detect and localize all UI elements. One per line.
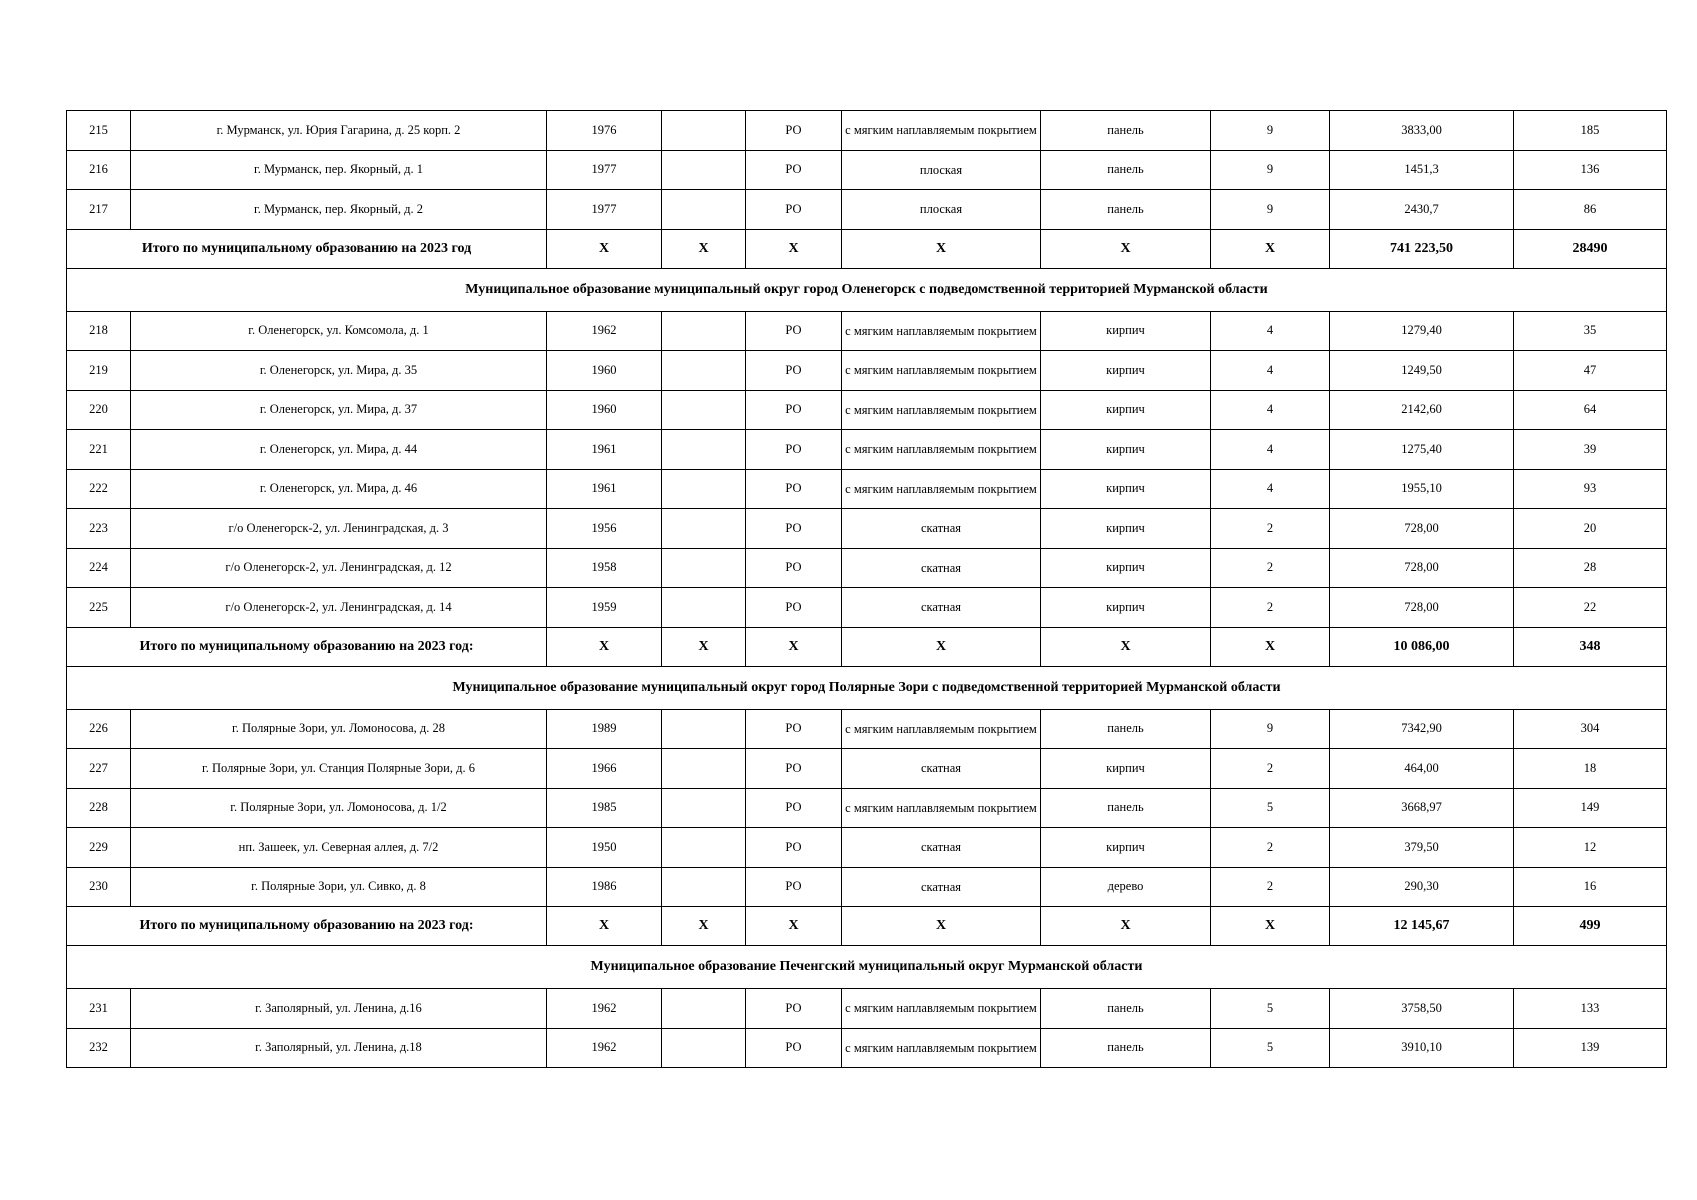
residents-cell: 28 [1514,548,1667,588]
year-cell: 1989 [547,709,662,749]
residents-cell: 149 [1514,788,1667,828]
year-cell: 1950 [547,828,662,868]
material-cell: панель [1041,989,1211,1029]
empty-cell [662,749,746,789]
table-row [67,351,1667,391]
row-number: 218 [67,311,131,351]
material-cell: дерево [1041,867,1211,907]
roof-cell: с мягким наплавляемым покрытием [842,469,1041,509]
area-cell: 3758,50 [1330,989,1514,1029]
address-cell: г. Полярные Зори, ул. Станция Полярные Зори, д. 6 [131,749,547,789]
row-number: 231 [67,989,131,1029]
address-cell: г. Мурманск, ул. Юрия Гагарина, д. 25 корп. 2 [131,111,547,151]
address-cell: г. Полярные Зори, ул. Ломоносова, д. 1/2 [131,788,547,828]
floors-cell: 9 [1211,709,1330,749]
area-cell: 1451,3 [1330,150,1514,190]
table-row [67,749,1667,789]
material-cell: кирпич [1041,430,1211,470]
area-cell: 728,00 [1330,588,1514,628]
total-x-cell: X [1211,907,1330,946]
empty-cell [662,709,746,749]
total-x-cell: X [746,229,842,268]
total-x-cell: X [842,229,1041,268]
floors-cell: 5 [1211,1028,1330,1068]
area-cell: 464,00 [1330,749,1514,789]
address-cell: г. Оленегорск, ул. Мира, д. 37 [131,390,547,430]
table-row [67,867,1667,907]
material-cell: панель [1041,1028,1211,1068]
type-cell: РО [746,989,842,1029]
area-cell: 7342,90 [1330,709,1514,749]
type-cell: РО [746,430,842,470]
row-number: 232 [67,1028,131,1068]
material-cell: кирпич [1041,390,1211,430]
section-header-row [67,946,1667,989]
year-cell: 1956 [547,509,662,549]
address-cell: г. Полярные Зори, ул. Сивко, д. 8 [131,867,547,907]
address-cell: г. Заполярный, ул. Ленина, д.16 [131,989,547,1029]
table-row [67,788,1667,828]
address-cell: г. Оленегорск, ул. Мира, д. 35 [131,351,547,391]
type-cell: РО [746,111,842,151]
residents-cell: 35 [1514,311,1667,351]
material-cell: кирпич [1041,749,1211,789]
address-cell: г. Мурманск, пер. Якорный, д. 1 [131,150,547,190]
address-cell: г. Оленегорск, ул. Мира, д. 44 [131,430,547,470]
address-cell: г/о Оленегорск-2, ул. Ленинградская, д. 3 [131,509,547,549]
empty-cell [662,390,746,430]
year-cell: 1966 [547,749,662,789]
row-number: 223 [67,509,131,549]
type-cell: РО [746,1028,842,1068]
roof-cell: скатная [842,548,1041,588]
row-number: 217 [67,190,131,230]
table-row [67,311,1667,351]
total-row [67,907,1667,946]
total-x-cell: X [1211,229,1330,268]
roof-cell: скатная [842,749,1041,789]
floors-cell: 9 [1211,111,1330,151]
row-number: 228 [67,788,131,828]
material-cell: кирпич [1041,311,1211,351]
residents-cell: 20 [1514,509,1667,549]
area-cell: 290,30 [1330,867,1514,907]
roof-cell: с мягким наплавляемым покрытием [842,1028,1041,1068]
floors-cell: 2 [1211,867,1330,907]
empty-cell [662,828,746,868]
row-number: 229 [67,828,131,868]
material-cell: кирпич [1041,828,1211,868]
total-row [67,627,1667,666]
floors-cell: 4 [1211,430,1330,470]
residents-cell: 93 [1514,469,1667,509]
row-number: 216 [67,150,131,190]
section-title: Муниципальное образование Печенгский муниципальный округ Мурманской области [67,946,1667,989]
address-cell: г. Оленегорск, ул. Мира, д. 46 [131,469,547,509]
type-cell: РО [746,867,842,907]
section-header-row [67,666,1667,709]
year-cell: 1976 [547,111,662,151]
empty-cell [662,1028,746,1068]
area-cell: 3668,97 [1330,788,1514,828]
area-cell: 3910,10 [1330,1028,1514,1068]
total-x-cell: X [662,627,746,666]
floors-cell: 4 [1211,390,1330,430]
row-number: 224 [67,548,131,588]
roof-cell: скатная [842,509,1041,549]
material-cell: панель [1041,788,1211,828]
total-x-cell: X [547,907,662,946]
floors-cell: 5 [1211,989,1330,1029]
type-cell: РО [746,788,842,828]
table-row [67,150,1667,190]
type-cell: РО [746,351,842,391]
empty-cell [662,469,746,509]
residents-cell: 22 [1514,588,1667,628]
section-title: Муниципальное образование муниципальный округ город Полярные Зори с подведомственной территорией Мурманской области [67,666,1667,709]
year-cell: 1962 [547,1028,662,1068]
floors-cell: 4 [1211,351,1330,391]
address-cell: нп. Зашеек, ул. Северная аллея, д. 7/2 [131,828,547,868]
floors-cell: 2 [1211,828,1330,868]
year-cell: 1961 [547,469,662,509]
roof-cell: с мягким наплавляемым покрытием [842,351,1041,391]
total-x-cell: X [547,229,662,268]
residents-cell: 133 [1514,989,1667,1029]
year-cell: 1959 [547,588,662,628]
roof-cell: с мягким наплавляемым покрытием [842,390,1041,430]
address-cell: г. Заполярный, ул. Ленина, д.18 [131,1028,547,1068]
area-cell: 728,00 [1330,548,1514,588]
housing-table [66,110,1667,1068]
row-number: 225 [67,588,131,628]
empty-cell [662,311,746,351]
table-row [67,709,1667,749]
table-row [67,190,1667,230]
residents-cell: 16 [1514,867,1667,907]
total-area: 10 086,00 [1330,627,1514,666]
table-row [67,390,1667,430]
total-x-cell: X [1041,627,1211,666]
material-cell: панель [1041,709,1211,749]
empty-cell [662,588,746,628]
residents-cell: 64 [1514,390,1667,430]
table-row [67,509,1667,549]
roof-cell: плоская [842,190,1041,230]
type-cell: РО [746,190,842,230]
table-body [67,111,1667,1068]
material-cell: кирпич [1041,509,1211,549]
row-number: 222 [67,469,131,509]
residents-cell: 139 [1514,1028,1667,1068]
address-cell: г/о Оленегорск-2, ул. Ленинградская, д. 14 [131,588,547,628]
empty-cell [662,509,746,549]
empty-cell [662,351,746,391]
type-cell: РО [746,150,842,190]
total-area: 741 223,50 [1330,229,1514,268]
table-row [67,1028,1667,1068]
total-residents: 28490 [1514,229,1667,268]
total-x-cell: X [1041,907,1211,946]
material-cell: панель [1041,150,1211,190]
total-residents: 499 [1514,907,1667,946]
residents-cell: 12 [1514,828,1667,868]
material-cell: панель [1041,190,1211,230]
floors-cell: 4 [1211,311,1330,351]
roof-cell: с мягким наплавляемым покрытием [842,311,1041,351]
area-cell: 1275,40 [1330,430,1514,470]
residents-cell: 185 [1514,111,1667,151]
floors-cell: 9 [1211,190,1330,230]
empty-cell [662,788,746,828]
row-number: 230 [67,867,131,907]
year-cell: 1958 [547,548,662,588]
total-x-cell: X [746,627,842,666]
year-cell: 1986 [547,867,662,907]
area-cell: 1249,50 [1330,351,1514,391]
total-x-cell: X [662,907,746,946]
total-label: Итого по муниципальному образованию на 2023 год: [67,627,547,666]
area-cell: 1955,10 [1330,469,1514,509]
type-cell: РО [746,311,842,351]
section-header-row [67,268,1667,311]
address-cell: г. Полярные Зори, ул. Ломоносова, д. 28 [131,709,547,749]
total-x-cell: X [1041,229,1211,268]
year-cell: 1962 [547,989,662,1029]
row-number: 219 [67,351,131,391]
table-row [67,111,1667,151]
type-cell: РО [746,749,842,789]
roof-cell: с мягким наплавляемым покрытием [842,788,1041,828]
residents-cell: 304 [1514,709,1667,749]
material-cell: панель [1041,111,1211,151]
floors-cell: 2 [1211,548,1330,588]
residents-cell: 136 [1514,150,1667,190]
total-x-cell: X [746,907,842,946]
residents-cell: 39 [1514,430,1667,470]
total-area: 12 145,67 [1330,907,1514,946]
row-number: 220 [67,390,131,430]
material-cell: кирпич [1041,351,1211,391]
total-x-cell: X [547,627,662,666]
type-cell: РО [746,390,842,430]
floors-cell: 2 [1211,509,1330,549]
area-cell: 1279,40 [1330,311,1514,351]
address-cell: г/о Оленегорск-2, ул. Ленинградская, д. 12 [131,548,547,588]
residents-cell: 86 [1514,190,1667,230]
row-number: 226 [67,709,131,749]
empty-cell [662,190,746,230]
type-cell: РО [746,588,842,628]
floors-cell: 4 [1211,469,1330,509]
roof-cell: плоская [842,150,1041,190]
total-residents: 348 [1514,627,1667,666]
row-number: 227 [67,749,131,789]
table-row [67,430,1667,470]
material-cell: кирпич [1041,469,1211,509]
residents-cell: 47 [1514,351,1667,391]
roof-cell: с мягким наплавляемым покрытием [842,989,1041,1029]
table-row [67,989,1667,1029]
roof-cell: с мягким наплавляемым покрытием [842,430,1041,470]
type-cell: РО [746,709,842,749]
year-cell: 1977 [547,190,662,230]
year-cell: 1985 [547,788,662,828]
roof-cell: скатная [842,867,1041,907]
empty-cell [662,111,746,151]
year-cell: 1977 [547,150,662,190]
area-cell: 2142,60 [1330,390,1514,430]
roof-cell: скатная [842,588,1041,628]
table-row [67,469,1667,509]
empty-cell [662,989,746,1029]
total-x-cell: X [1211,627,1330,666]
year-cell: 1962 [547,311,662,351]
type-cell: РО [746,548,842,588]
section-title: Муниципальное образование муниципальный округ город Оленегорск с подведомственной территорией Мурманской области [67,268,1667,311]
total-label: Итого по муниципальному образованию на 2023 год [67,229,547,268]
floors-cell: 2 [1211,749,1330,789]
table-row [67,548,1667,588]
floors-cell: 9 [1211,150,1330,190]
type-cell: РО [746,509,842,549]
year-cell: 1961 [547,430,662,470]
total-label: Итого по муниципальному образованию на 2023 год: [67,907,547,946]
roof-cell: с мягким наплавляемым покрытием [842,709,1041,749]
address-cell: г. Оленегорск, ул. Комсомола, д. 1 [131,311,547,351]
total-x-cell: X [662,229,746,268]
table-row [67,588,1667,628]
area-cell: 728,00 [1330,509,1514,549]
row-number: 221 [67,430,131,470]
empty-cell [662,150,746,190]
area-cell: 3833,00 [1330,111,1514,151]
year-cell: 1960 [547,390,662,430]
floors-cell: 5 [1211,788,1330,828]
type-cell: РО [746,828,842,868]
total-x-cell: X [842,627,1041,666]
material-cell: кирпич [1041,588,1211,628]
residents-cell: 18 [1514,749,1667,789]
type-cell: РО [746,469,842,509]
roof-cell: с мягким наплавляемым покрытием [842,111,1041,151]
address-cell: г. Мурманск, пер. Якорный, д. 2 [131,190,547,230]
table-row [67,828,1667,868]
year-cell: 1960 [547,351,662,391]
floors-cell: 2 [1211,588,1330,628]
empty-cell [662,867,746,907]
roof-cell: скатная [842,828,1041,868]
empty-cell [662,548,746,588]
row-number: 215 [67,111,131,151]
material-cell: кирпич [1041,548,1211,588]
total-x-cell: X [842,907,1041,946]
empty-cell [662,430,746,470]
area-cell: 2430,7 [1330,190,1514,230]
area-cell: 379,50 [1330,828,1514,868]
total-row [67,229,1667,268]
